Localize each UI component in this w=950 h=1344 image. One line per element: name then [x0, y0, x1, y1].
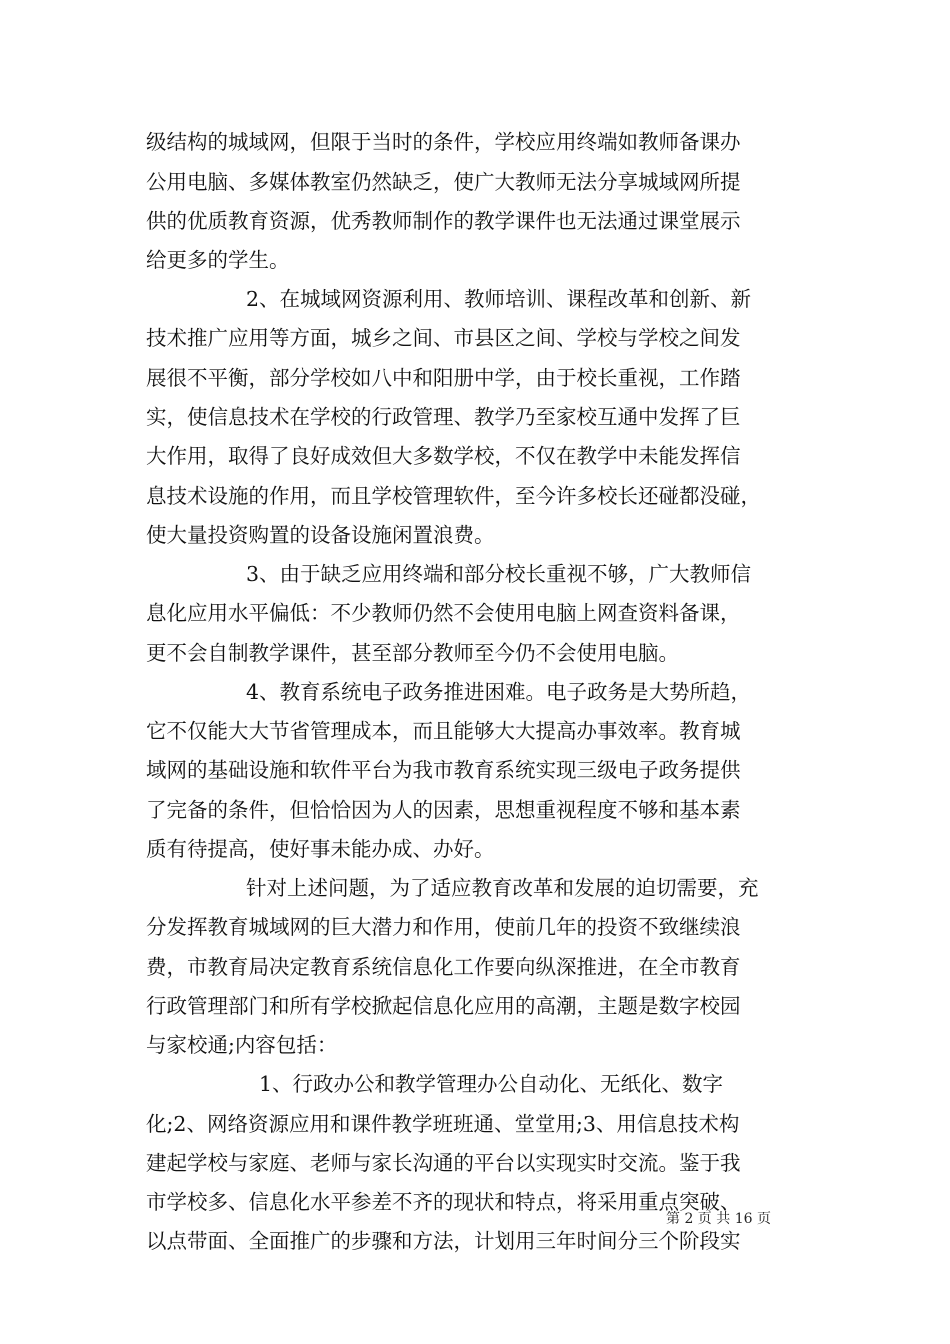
text-line: 实，使信息技术在学校的行政管理、教学乃至家校互通中发挥了巨	[146, 405, 741, 429]
text-line: 市学校多、信息化水平参差不齐的现状和特点，将采用重点突破、	[146, 1190, 741, 1214]
text-line: 技术推广应用等方面，城乡之间、市县区之间、学校与学校之间发	[146, 326, 741, 350]
text-line: 给更多的学生。	[146, 248, 290, 272]
text-line: 展很不平衡，部分学校如八中和阳册中学，由于校长重视，工作踏	[146, 366, 741, 390]
text-line: 质有待提高，使好事未能办成、办好。	[146, 837, 495, 861]
text-line: 供的优质教育资源，优秀教师制作的教学课件也无法通过课堂展示	[146, 209, 741, 233]
text-line: 与家校通;内容包括：	[146, 1033, 338, 1057]
text-line: 费，市教育局决定教育系统信息化工作要向纵深推进，在全市教育	[146, 955, 741, 979]
text-line: 它不仅能大大节省管理成本，而且能够大大提高办事效率。教育城	[146, 719, 741, 743]
text-line: 4、教育系统电子政务推进困难。电子政务是大势所趋，	[246, 680, 752, 704]
text-line: 级结构的城域网，但限于当时的条件，学校应用终端如教师备课办	[146, 130, 741, 154]
text-line: 更不会自制教学课件，甚至部分教师至今仍不会使用电脑。	[146, 641, 679, 665]
text-line: 息化应用水平偏低：不少教师仍然不会使用电脑上网查资料备课，	[146, 601, 741, 625]
text-line: 化;2、网络资源应用和课件教学班班通、堂堂用;3、用信息技术构	[146, 1112, 740, 1136]
text-line: 3、由于缺乏应用终端和部分校长重视不够，广大教师信	[246, 562, 752, 586]
text-line: 了完备的条件，但恰恰因为人的因素，思想重视程度不够和基本素	[146, 798, 741, 822]
text-line: 分发挥教育城域网的巨大潜力和作用，使前几年的投资不致继续浪	[146, 915, 741, 939]
text-line: 公用电脑、多媒体教室仍然缺乏，使广大教师无法分享城域网所提	[146, 170, 741, 194]
text-line: 大作用，取得了良好成效但大多数学校，不仅在教学中未能发挥信	[146, 444, 741, 468]
text-line: 针对上述问题，为了适应教育改革和发展的迫切需要，充	[246, 876, 759, 900]
text-line: 息技术设施的作用，而且学校管理软件，至今许多校长还碰都没碰，	[146, 484, 761, 508]
text-line: 以点带面、全面推广的步骤和方法，计划用三年时间分三个阶段实	[146, 1229, 741, 1253]
text-line: 1、行政办公和教学管理办公自动化、无纸化、数字	[259, 1072, 724, 1096]
text-line: 2、在城域网资源利用、教师培训、课程改革和创新、新	[246, 287, 752, 311]
page-footer: 第 2 页 共 16 页	[666, 1211, 771, 1227]
text-line: 域网的基础设施和软件平台为我市教育系统实现三级电子政务提供	[146, 758, 741, 782]
text-line: 行政管理部门和所有学校掀起信息化应用的高潮，主题是数字校园	[146, 994, 741, 1018]
text-line: 使大量投资购置的设备设施闲置浪费。	[146, 523, 495, 547]
text-line: 建起学校与家庭、老师与家长沟通的平台以实现实时交流。鉴于我	[146, 1151, 741, 1175]
